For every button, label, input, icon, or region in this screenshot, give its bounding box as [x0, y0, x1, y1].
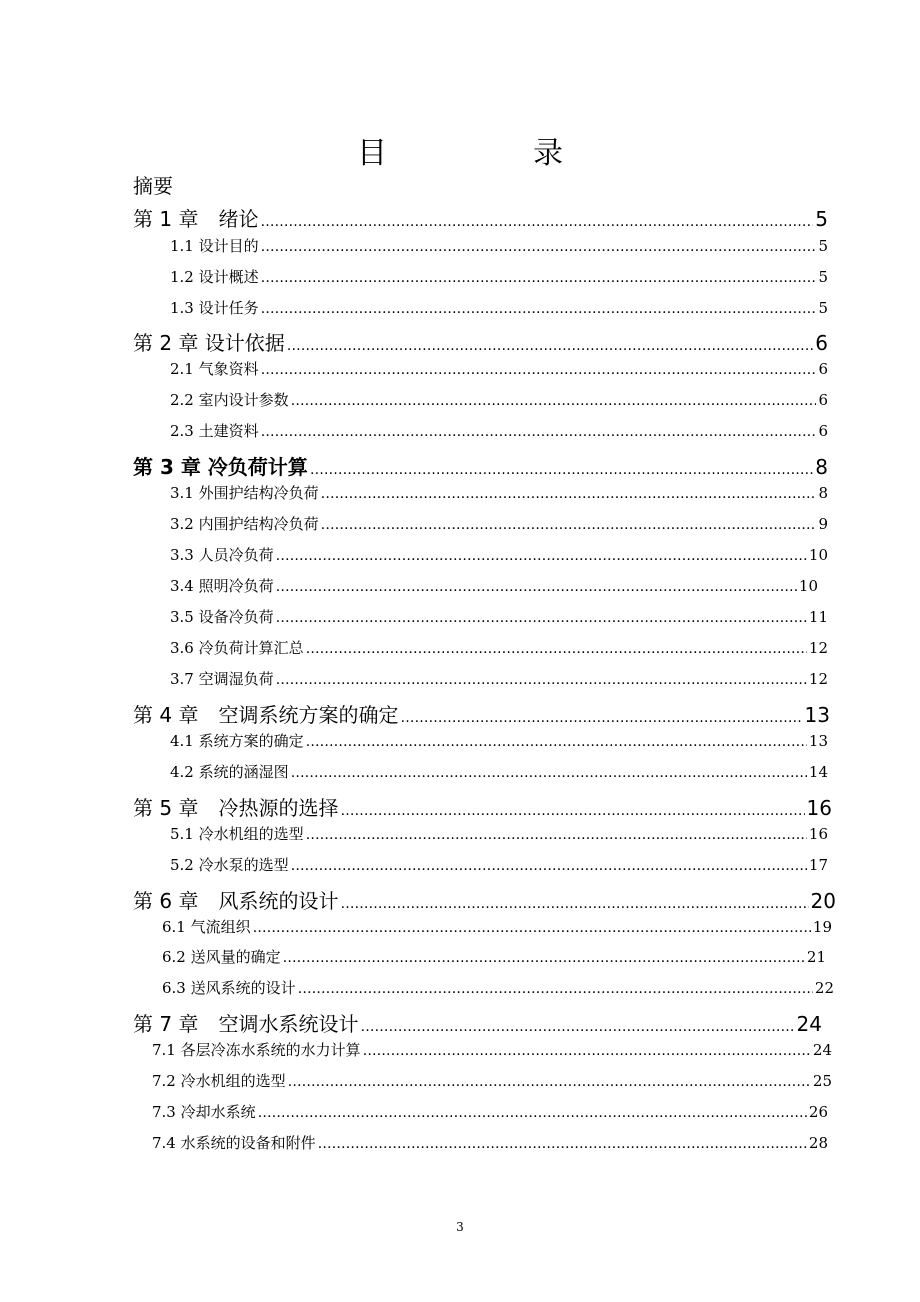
toc-leader-dots: [291, 393, 817, 409]
toc-leader-dots: [261, 239, 817, 255]
toc-entry-page: 16: [808, 825, 828, 843]
toc-section-entry[interactable]: [170, 389, 828, 410]
toc-leader-dots: [288, 1074, 811, 1090]
toc-leader-dots: [287, 338, 813, 354]
toc-section-entry[interactable]: [170, 266, 828, 287]
toc-entry-label: 1.3 设计任务: [170, 299, 259, 317]
toc-section-entry[interactable]: [152, 1132, 828, 1153]
toc-section-entry[interactable]: [170, 482, 828, 503]
toc-section-entry[interactable]: [170, 420, 828, 441]
toc-leader-dots: [276, 579, 797, 595]
toc-entry-label: 3.6 冷负荷计算汇总: [170, 639, 304, 657]
toc-leader-dots: [298, 981, 813, 997]
toc-chapter-entry[interactable]: [133, 203, 828, 232]
toc-entry-label: 1.1 设计目的: [170, 237, 259, 255]
toc-section-entry[interactable]: [170, 854, 828, 875]
toc-entry-page: 19: [812, 918, 832, 936]
toc-entry-label: 7.3 冷却水系统: [152, 1103, 256, 1121]
toc-abstract-entry[interactable]: 摘要: [133, 174, 173, 198]
toc-entry-label: 第 3 章 冷负荷计算: [133, 455, 308, 479]
toc-entry-page: 8: [815, 455, 828, 479]
toc-section-entry[interactable]: [170, 513, 828, 534]
toc-entry-page: 22: [814, 979, 834, 997]
toc-chapter-entry[interactable]: [133, 327, 828, 356]
toc-entry-label: 3.7 空调湿负荷: [170, 670, 274, 688]
toc-leader-dots: [360, 1019, 794, 1035]
toc-leader-dots: [306, 734, 807, 750]
toc-section-entry[interactable]: [152, 1101, 828, 1122]
toc-leader-dots: [318, 1136, 807, 1152]
toc-chapter-entry[interactable]: [133, 885, 836, 914]
toc-entry-page: 11: [808, 608, 828, 626]
toc-entry-page: 8: [818, 484, 828, 502]
toc-entry-label: 7.2 冷水机组的选型: [152, 1072, 286, 1090]
toc-entry-page: 10: [798, 577, 818, 595]
toc-entry-label: 4.1 系统方案的确定: [170, 732, 304, 750]
toc-leader-dots: [340, 803, 804, 819]
toc-section-entry[interactable]: [170, 606, 828, 627]
toc-section-entry[interactable]: [170, 235, 828, 256]
toc-chapter-entry[interactable]: [133, 792, 832, 821]
toc-chapter-entry[interactable]: [133, 1008, 822, 1037]
toc-entry-page: 5: [818, 268, 828, 286]
toc-chapter-entry[interactable]: [133, 699, 830, 728]
toc-section-entry[interactable]: [170, 761, 828, 782]
toc-entry-label: 第 5 章 冷热源的选择: [133, 796, 339, 820]
toc-entry-label: 5.2 冷水泵的选型: [170, 856, 289, 874]
toc-entry-label: 3.2 内围护结构冷负荷: [170, 515, 319, 533]
toc-leader-dots: [306, 641, 807, 657]
toc-leader-dots: [276, 548, 807, 564]
toc-leader-dots: [261, 270, 817, 286]
toc-entry-label: 5.1 冷水机组的选型: [170, 825, 304, 843]
toc-section-entry[interactable]: [170, 730, 828, 751]
toc-entry-label: 2.2 室内设计参数: [170, 391, 289, 409]
toc-section-entry[interactable]: [162, 916, 832, 937]
toc-entry-label: 2.3 土建资料: [170, 422, 259, 440]
toc-section-entry[interactable]: [152, 1039, 832, 1060]
toc-title: 目 录: [357, 136, 621, 171]
toc-leader-dots: [261, 362, 817, 378]
toc-entry-page: 26: [808, 1103, 828, 1121]
toc-entry-page: 12: [808, 639, 828, 657]
toc-entry-page: 9: [818, 515, 828, 533]
toc-leader-dots: [291, 765, 807, 781]
toc-leader-dots: [261, 424, 817, 440]
toc-entry-page: 6: [818, 422, 828, 440]
toc-section-entry[interactable]: [170, 823, 828, 844]
toc-section-entry[interactable]: [162, 977, 834, 998]
toc-entry-page: 20: [810, 889, 836, 913]
toc-leader-dots: [291, 858, 807, 874]
toc-entry-label: 第 6 章 风系统的设计: [133, 889, 339, 913]
toc-entry-label: 3.1 外围护结构冷负荷: [170, 484, 319, 502]
toc-entry-label: 2.1 气象资料: [170, 360, 259, 378]
toc-entry-page: 25: [812, 1072, 832, 1090]
toc-leader-dots: [310, 462, 813, 478]
toc-section-entry[interactable]: [170, 668, 828, 689]
toc-section-entry[interactable]: [170, 637, 828, 658]
toc-leader-dots: [340, 896, 808, 912]
toc-entry-label: 1.2 设计概述: [170, 268, 259, 286]
toc-section-entry[interactable]: [170, 544, 828, 565]
toc-entry-page: 12: [808, 670, 828, 688]
toc-entry-label: 7.1 各层冷冻水系统的水力计算: [152, 1041, 361, 1059]
toc-entry-page: 21: [806, 948, 826, 966]
toc-entry-page: 17: [808, 856, 828, 874]
toc-entry-label: 第 4 章 空调系统方案的确定: [133, 703, 399, 727]
toc-section-entry[interactable]: [162, 946, 826, 967]
toc-entry-page: 6: [815, 331, 828, 355]
toc-entry-page: 28: [808, 1134, 828, 1152]
toc-entry-label: 第 2 章 设计依据: [133, 331, 285, 355]
toc-entry-page: 16: [806, 796, 832, 820]
toc-chapter-entry[interactable]: [133, 451, 828, 480]
toc-entry-page: 5: [818, 237, 828, 255]
toc-leader-dots: [400, 710, 802, 726]
toc-section-entry[interactable]: [170, 297, 828, 318]
toc-section-entry[interactable]: [152, 1070, 832, 1091]
toc-entry-label: 3.3 人员冷负荷: [170, 546, 274, 564]
toc-leader-dots: [363, 1043, 811, 1059]
toc-entry-label: 6.3 送风系统的设计: [162, 979, 296, 997]
toc-entry-label: 3.5 设备冷负荷: [170, 608, 274, 626]
toc-entry-label: 4.2 系统的涵湿图: [170, 763, 289, 781]
toc-entry-label: 6.1 气流组织: [162, 918, 251, 936]
toc-entry-page: 24: [812, 1041, 832, 1059]
toc-leader-dots: [260, 214, 813, 230]
toc-section-entry[interactable]: [170, 358, 828, 379]
toc-entry-page: 6: [818, 360, 828, 378]
toc-entry-page: 24: [796, 1012, 822, 1036]
toc-leader-dots: [283, 950, 805, 966]
toc-leader-dots: [321, 486, 817, 502]
toc-leader-dots: [276, 672, 807, 688]
toc-entry-page: 10: [808, 546, 828, 564]
toc-leader-dots: [321, 517, 817, 533]
page-number: 3: [456, 1220, 464, 1234]
toc-leader-dots: [276, 610, 807, 626]
toc-entry-page: 13: [808, 732, 828, 750]
toc-leader-dots: [261, 301, 817, 317]
toc-entry-page: 14: [808, 763, 828, 781]
toc-section-entry[interactable]: [170, 575, 818, 596]
toc-entry-label: 7.4 水系统的设备和附件: [152, 1134, 316, 1152]
toc-entry-page: 6: [818, 391, 828, 409]
toc-entry-page: 5: [815, 207, 828, 231]
toc-entry-label: 第 7 章 空调水系统设计: [133, 1012, 359, 1036]
toc-entry-page: 13: [804, 703, 830, 727]
toc-entry-label: 第 1 章 绪论: [133, 207, 259, 231]
toc-entry-page: 5: [818, 299, 828, 317]
toc-leader-dots: [306, 827, 807, 843]
toc-leader-dots: [253, 920, 811, 936]
toc-entry-label: 3.4 照明冷负荷: [170, 577, 274, 595]
toc-leader-dots: [258, 1105, 807, 1121]
toc-entry-label: 6.2 送风量的确定: [162, 948, 281, 966]
